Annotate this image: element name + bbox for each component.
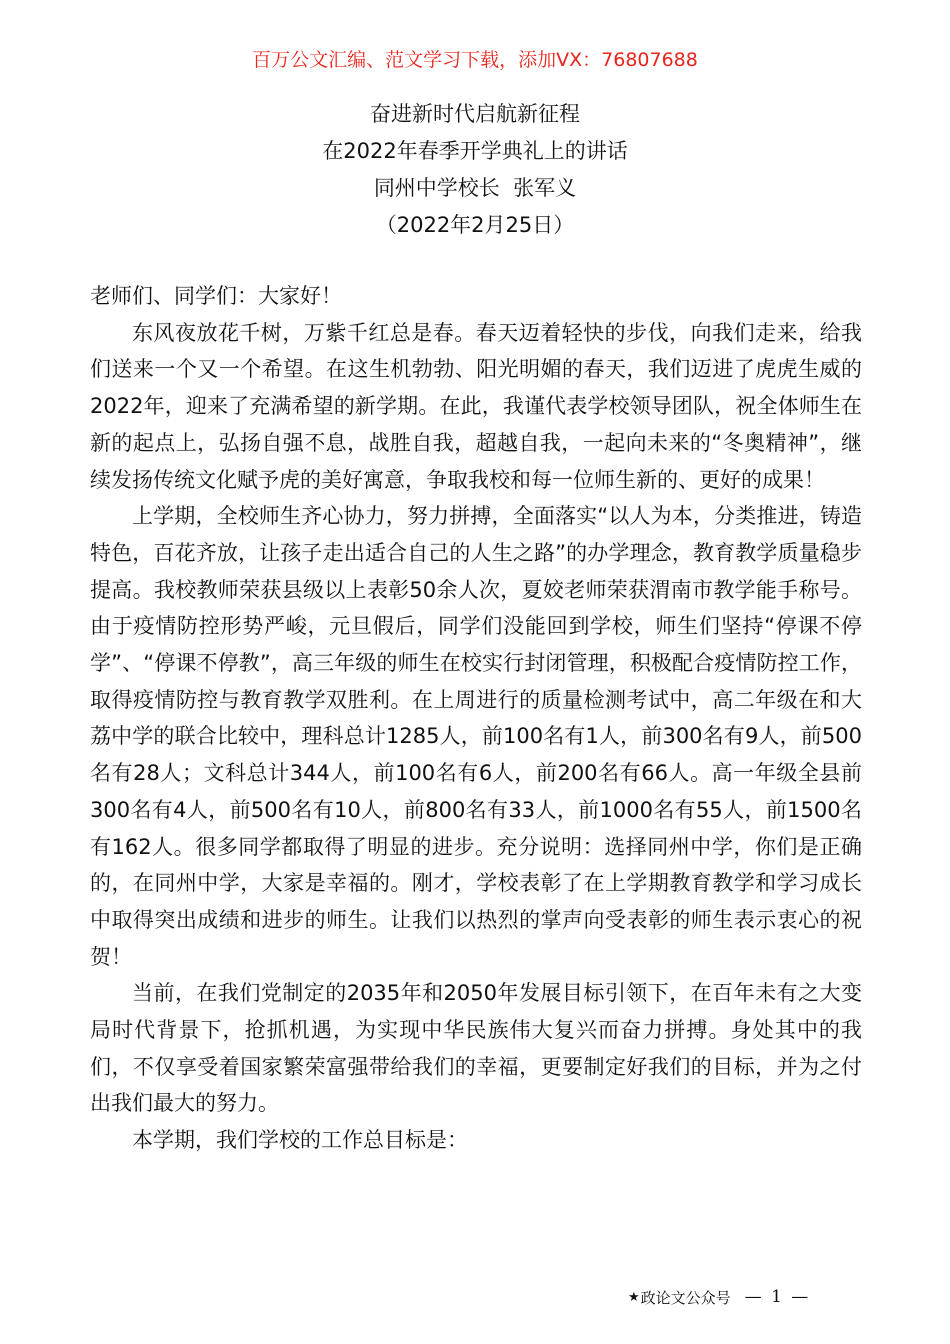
title-block — [0, 96, 950, 244]
paragraph: 本学期，我们学校的工作总目标是： — [132, 1128, 468, 1153]
promo-banner: 百万公文汇编、范文学习下载，添加VX：76807688 — [252, 49, 698, 71]
paragraph: 东风夜放花千树，万紫千红总是春。春天迈着轻快的步伐，向我们走来，给我们送来一个又一个希望。在这生机勃勃、阳光明媚的春天，我们迈进了虎虎生威的2022年，迎来了充满希望的新学期。在此，我谨代表学校领导团队，祝全体师生在新的起点上，弘扬自强不息，战胜自我，超越自我，一起向未来的“冬奥精神”，继续发扬传统文化赋予虎的美好寓意，争取我校和每一位师生新的、更好的成果！ — [90, 320, 862, 492]
speech-body — [90, 278, 862, 1159]
page-number: — 1 — — [744, 1287, 811, 1307]
page-footer — [628, 1284, 810, 1310]
date-line: （2022年2月25日） — [375, 213, 575, 237]
paragraph: 当前，在我们党制定的2035年和2050年发展目标引领下，在百年未有之大变局时代背景下，抢抓机遇，为实现中华民族伟大复兴而奋力拼搏。身处其中的我们，不仅享受着国家繁荣富强带给我们的幸福，更要制定好我们的目标，并为之付出我们最大的努力。 — [90, 981, 862, 1116]
footer-source: 政论文公众号 — [640, 1288, 731, 1307]
author-line: 同州中学校长 张军义 — [373, 176, 577, 200]
greeting: 老师们、同学们：大家好！ — [90, 284, 342, 308]
document-title: 奋进新时代启航新征程 — [370, 102, 580, 126]
document-subtitle: 在2022年春季开学典礼上的讲话 — [322, 139, 628, 163]
paragraph: 上学期，全校师生齐心协力，努力拼搏，全面落实“以人为本，分类推进，铸造特色，百花齐放，让孩子走出适合自己的人生之路”的办学理念，教育教学质量稳步提高。我校教师荣获县级以上表彰50余人次，夏姣老师荣获渭南市教学能手称号。由于疫情防控形势严峻，元旦假后，同学们没能回到学校，师生们坚持“停课不停学”、“停课不停教”，高三年级的师生在校实行封闭管理，积极配合疫情防控工作，取得疫情防控与教育教学双胜利。在上周进行的质量检测考试中，高二年级在和大荔中学的联合比较中，理科总计1285人，前100名有1人，前300名有9人，前500名有28人；文科总计344人，前100名有6人，前200名有66人。高一年级全县前300名有4人，前500名有10人，前800名有33人，前1000名有55人，前1500名有162人。很多同学都取得了明显的进步。充分说明：选择同州中学，你们是正确的，在同州中学，大家是幸福的。刚才，学校表彰了在上学期教育教学和学习成长中取得突出成绩和进步的师生。让我们以热烈的掌声向受表彰的师生表示衷心的祝贺！ — [90, 504, 862, 969]
star-icon: ★ — [628, 1289, 640, 1305]
